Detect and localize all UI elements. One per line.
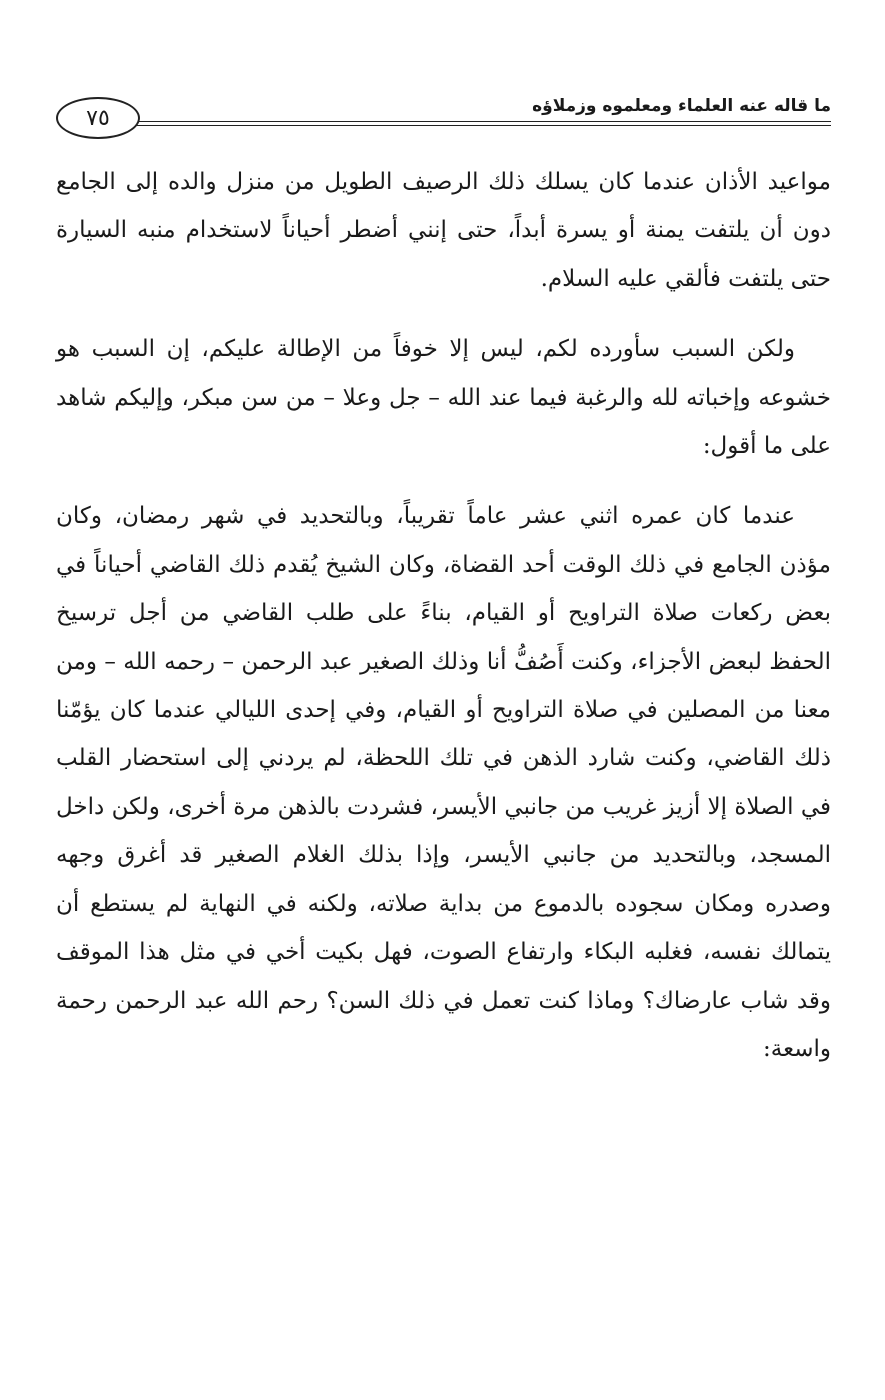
- paragraph: عندما كان عمره اثني عشر عاماً تقريباً، وبالتحديد في شهر رمضان، وكان مؤذن الجامع في ذلك الوقت أحد القضاة، وكان الشيخ يُقدم ذلك القاضي أحياناً في بعض ركعات صلاة التراويح أو القيام، بناءً على طلب القاضي من أجل ترسيخ الحفظ لبعض الأجزاء، وكنت أَصُفُّ أنا وذلك الصغير عبد الرحمن – رحمه الله – ومن معنا من المصلين في صلاة التراويح أو القيام، وفي إحدى الليالي عندما كان يؤمّنا ذلك القاضي، وكنت شارد الذهن في تلك اللحظة، لم يردني إلى استحضار القلب في الصلاة إلا أزيز غريب من جانبي الأيسر، فشردت بالذهن مرة أخرى، ولكن داخل المسجد، وبالتحديد من جانبي الأيسر، وإذا بذلك الغلام الصغير قد أغرق وجهه وصدره ومكان سجوده بالدموع من بداية صلاته، ولكنه في النهاية لم يستطع أن يتمالك نفسه، فغلبه البكاء وارتفاع الصوت، فهل بكيت أخي في مثل هذا الموقف وقد شاب عارضاك؟ وماذا كنت تعمل في ذلك السن؟ رحم الله عبد الرحمن رحمة واسعة:: [56, 503, 831, 1062]
- page-body: [56, 158, 831, 1095]
- page-number: ٧٥: [56, 97, 140, 139]
- running-header: [56, 96, 831, 146]
- running-header-title: ما قاله عنه العلماء ومعلموه وزملاؤه: [532, 96, 831, 116]
- paragraph: ولكن السبب سأورده لكم، ليس إلا خوفاً من الإطالة عليكم، إن السبب هو خشوعه وإخباته لله والرغبة فيما عند الله – جل وعلا – من سن مبكر، وإليكم شاهد على ما أقول:: [56, 336, 831, 460]
- paragraph: مواعيد الأذان عندما كان يسلك ذلك الرصيف الطويل من منزل والده إلى الجامع دون أن يلتفت يمنة أو يسرة أبداً، حتى إنني أضطر أحياناً لاستخدام منبه السيارة حتى يلتفت فألقي عليه السلام.: [56, 169, 831, 292]
- header-rule: [136, 121, 831, 126]
